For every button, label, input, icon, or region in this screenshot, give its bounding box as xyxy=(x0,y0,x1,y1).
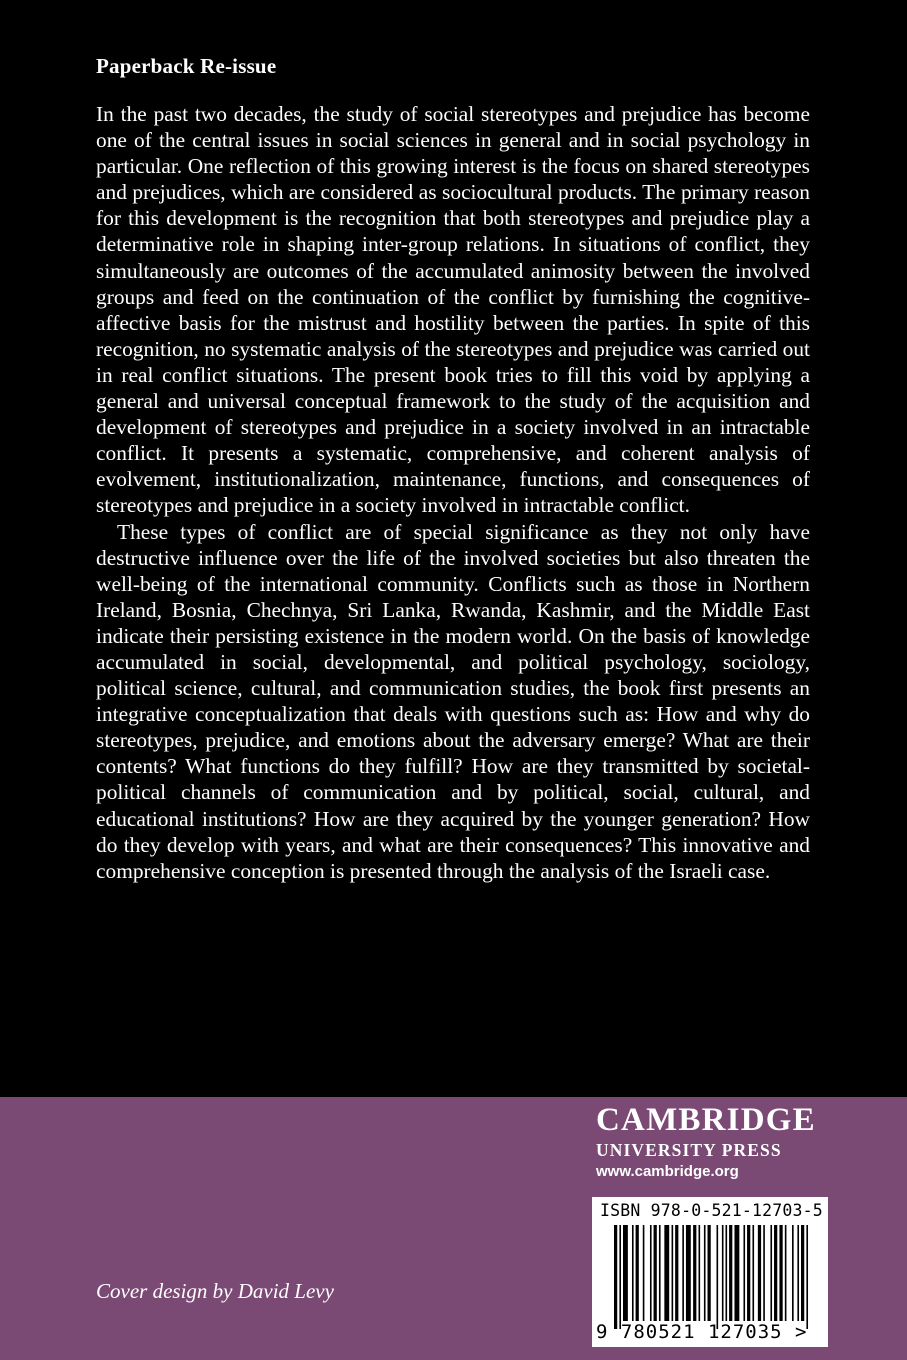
barcode-bar xyxy=(763,1225,765,1321)
barcode-bar xyxy=(785,1225,787,1321)
barcode-bar xyxy=(636,1225,639,1321)
barcode-bar xyxy=(675,1225,678,1321)
blurb-paragraph-1: In the past two decades, the study of social stereotypes and prejudice has become one of the central issues in social sciences in general and in social psychology in particular. One reflection of this growing interest is the focus on shared stereotypes and prejudices, which are considered as sociocultural products. The primary reason for this development is the recognition that both stereotypes and prejudice play a determinative role in shaping inter-group relations. In situations of conflict, they simultaneously are outcomes of the accumulated animosity between the involved groups and feed on the continuation of the conflict by furnishing the cognitive-affective basis for the mistrust and hostility between the parties. In spite of this recognition, no systematic analysis of the stereotypes and prejudice was carried out in real conflict situations. The present book tries to fill this void by applying a general and universal conceptual framework to the study of the acquisition and development of stereotypes and prejudice in a society involved in an intractable conflict. It presents a systematic, comprehensive, and coherent analysis of evolvement, institutionalization, maintenance, functions, and consequences of stereotypes and prejudice in a society involved in intractable conflict. xyxy=(96,102,810,518)
barcode-bar xyxy=(643,1225,645,1321)
barcode-bar xyxy=(708,1225,711,1321)
publisher-name: CAMBRIDGE xyxy=(596,1102,816,1138)
barcode-bar xyxy=(704,1225,706,1321)
blurb xyxy=(96,101,810,884)
barcode-bar xyxy=(623,1225,628,1321)
barcode-bar xyxy=(747,1225,750,1321)
barcode-bar xyxy=(654,1225,657,1321)
barcode-bar xyxy=(659,1225,661,1321)
barcode-bar xyxy=(650,1225,652,1321)
barcode-bar xyxy=(725,1225,727,1321)
barcode-bar xyxy=(664,1225,669,1321)
barcode-bar xyxy=(734,1225,739,1321)
publisher-logo xyxy=(596,1101,836,1183)
barcode-bar xyxy=(717,1225,719,1329)
barcode-bar xyxy=(699,1225,701,1321)
publisher-band xyxy=(0,1097,907,1360)
barcode-bar xyxy=(743,1225,745,1321)
barcode-box xyxy=(592,1197,828,1347)
barcode-bar xyxy=(770,1225,772,1321)
barcode-bar xyxy=(752,1225,754,1321)
cover-design-credit: Cover design by David Levy xyxy=(96,1279,334,1303)
barcode-bar xyxy=(774,1225,777,1321)
barcode-digits: 9 780521 127035 > xyxy=(596,1321,808,1343)
barcode-bar xyxy=(672,1225,674,1321)
barcode-bar xyxy=(682,1225,684,1321)
barcode-bar xyxy=(729,1225,732,1321)
barcode-bar xyxy=(722,1225,724,1321)
barcode-bar xyxy=(619,1225,621,1329)
barcode-bar xyxy=(686,1225,691,1321)
isbn-label: ISBN 978-0-521-12703-5 xyxy=(600,1201,823,1220)
barcode-bar xyxy=(632,1225,634,1321)
barcode-bar xyxy=(792,1225,794,1321)
barcode-bar xyxy=(806,1225,808,1329)
barcode-bar xyxy=(797,1225,799,1321)
publisher-subname: UNIVERSITY PRESS xyxy=(596,1140,782,1160)
barcode-bar xyxy=(779,1225,782,1321)
barcode-bar xyxy=(758,1225,761,1321)
barcode-bar xyxy=(693,1225,696,1321)
barcode-bar xyxy=(801,1225,804,1321)
barcode-bar xyxy=(614,1225,617,1329)
blurb-paragraph-2: These types of conflict are of special significance as they not only have destructive influence over the life of the involved societies but also threaten the well-being of the international community. Conflicts such as those in Northern Ireland, Bosnia, Chechnya, Sri Lanka, Rwanda, Kashmir, and the Middle East indicate their persisting existence in the modern world. On the basis of knowledge accumulated in social, developmental, and political psychology, sociology, political science, cultural, and communication studies, the book first presents an integrative conceptualization that deals with questions such as: How and why do stereotypes, prejudice, and emotions about the adversary emerge? What are their contents? What functions do they fulfill? How are they transmitted by societal-political channels of communication and by political, social, cultural, and educational institutions? How are they acquired by the younger generation? How do they develop with years, and what are their consequences? This innovative and comprehensive conception is presented through the analysis of the Israeli case. xyxy=(96,519,810,883)
reissue-label: Paperback Re-issue xyxy=(96,54,277,78)
barcode-bars xyxy=(614,1225,810,1329)
publisher-url: www.cambridge.org xyxy=(596,1163,739,1180)
